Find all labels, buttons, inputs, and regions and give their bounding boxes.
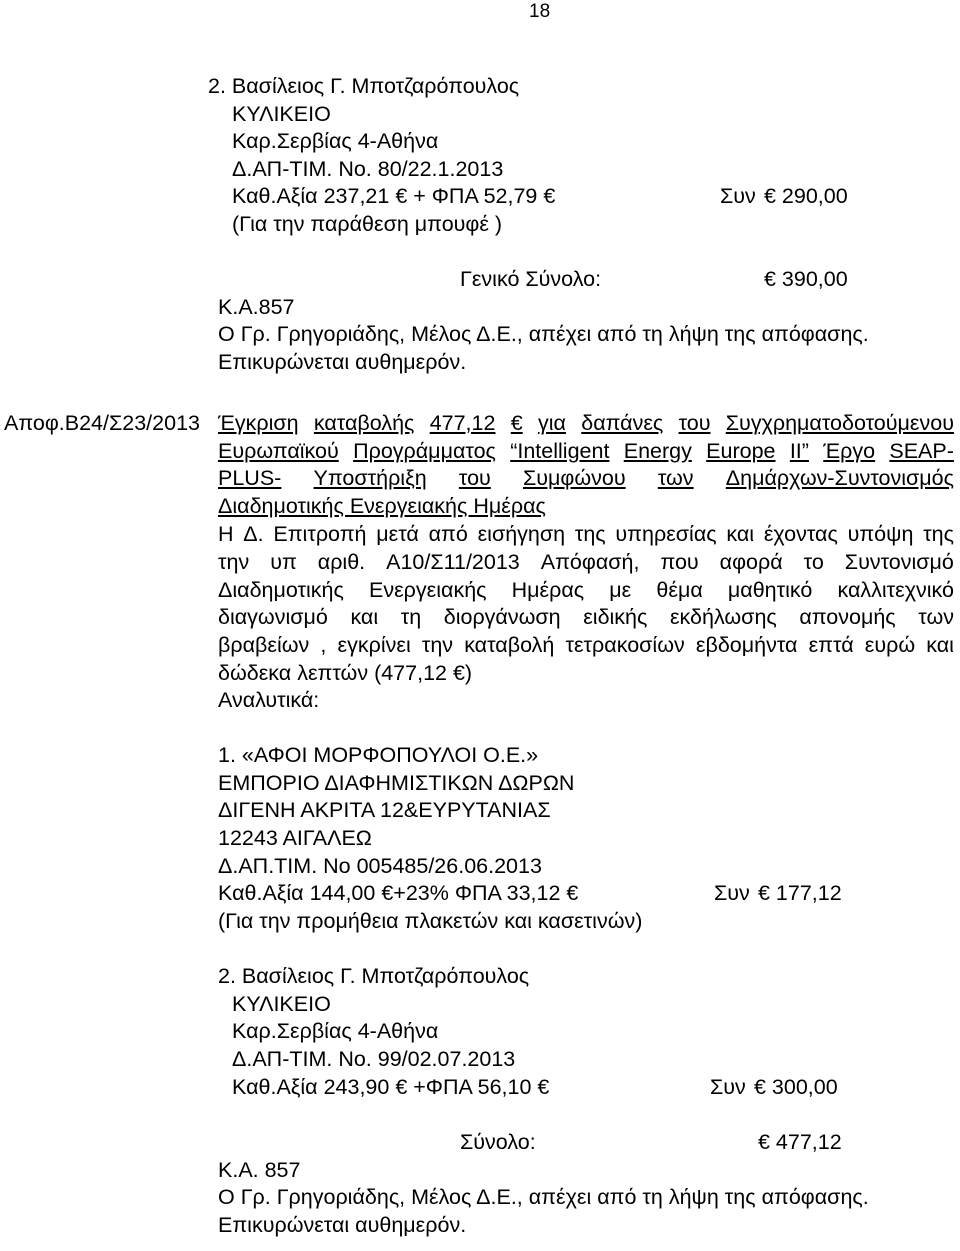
page-number: 18 (529, 1, 551, 22)
word: Συμφώνου (522, 466, 626, 490)
total-value: € 477,12 (758, 1130, 842, 1154)
total-label: Σύνολο: (460, 1130, 536, 1154)
word: Α10/Σ11/2013 (386, 550, 520, 574)
item2-title: 2. Βασίλειος Γ. Μποτζαρόπουλος (218, 964, 530, 988)
item1-purpose: (Για την προμήθεια πλακετών και κασετινών) (218, 909, 643, 933)
decision-body-line-1 (218, 524, 954, 546)
word: SEAP- (889, 439, 954, 463)
item2-sum-label: Συν (710, 1075, 746, 1099)
word: εγκρίνει (337, 633, 411, 657)
sum-label: Συν (720, 184, 756, 208)
word: Ημέρας (511, 578, 585, 602)
item1-invoice: Δ.ΑΠ.ΤΙΜ. Νο 005485/26.06.2013 (218, 854, 542, 878)
word: αριθ. (317, 550, 366, 574)
word: Συντονισμό (844, 550, 954, 574)
word: και (350, 605, 379, 629)
word: Ενεργειακής (369, 578, 487, 602)
word: εισήγηση (477, 522, 566, 546)
decision-body-line-4 (218, 607, 954, 629)
word: Επιτροπή (273, 522, 367, 546)
word: ειδικής (583, 605, 648, 629)
decision-title-line-4: Διαδημοτικής Ενεργειακής Ημέρας (218, 494, 546, 518)
item-title: 2. Βασίλειος Γ. Μποτζαρόπουλος (208, 74, 520, 98)
decision-body-line-3 (218, 580, 954, 602)
decision-body-line-2 (218, 552, 954, 574)
word: PLUS- (218, 466, 282, 490)
word: Δημάρχων-Συντονισμός (725, 466, 954, 490)
word: που (660, 550, 699, 574)
ratified-note: Επικυρώνεται αυθημερόν. (218, 350, 467, 374)
word: υπόψη (847, 522, 914, 546)
word: “Intelligent (510, 439, 610, 463)
grand-total-label: Γενικό Σύνολο: (460, 267, 602, 291)
word: διαγωνισμό (218, 605, 328, 629)
decision-ref: Αποφ.Β24/Σ23/2013 (4, 411, 200, 435)
word: μετά (376, 522, 419, 546)
word: των (657, 466, 694, 490)
word: της (574, 522, 606, 546)
word: Ευρωπαϊκού (218, 439, 339, 463)
word: εκδήλωσης (669, 605, 777, 629)
word: της (923, 522, 954, 546)
word: του (678, 411, 711, 435)
word: των (918, 605, 954, 629)
budget-code-bottom: Κ.Α. 857 (218, 1158, 301, 1182)
word: έχοντας (763, 522, 838, 546)
word: απονομής (799, 605, 896, 629)
decision-title-line-3 (218, 468, 954, 490)
item1-sum-label: Συν (714, 881, 750, 905)
sum-value: € 290,00 (764, 184, 848, 208)
word: € (510, 411, 523, 435)
item1-business: ΕΜΠΟΡΙΟ ΔΙΑΦΗΜΙΣΤΙΚΩΝ ΔΩΡΩΝ (218, 771, 575, 795)
item2-invoice: Δ.ΑΠ-ΤΙΜ. Νο. 99/02.07.2013 (232, 1047, 516, 1071)
word: με (609, 578, 632, 602)
item1-city: 12243 ΑΙΓΑΛΕΩ (218, 826, 372, 850)
item2-value-line: Καθ.Αξία 243,90 € +ΦΠΑ 56,10 € (232, 1075, 550, 1099)
decision-title-line-2 (218, 441, 954, 463)
word: Διαδημοτικής (218, 578, 344, 602)
vendor-address: Καρ.Σερβίας 4-Αθήνα (232, 129, 439, 153)
word: Europe (706, 439, 776, 463)
word: θέμα (656, 578, 703, 602)
word: τετρακοσίων (565, 633, 685, 657)
word: Προγράμματος (353, 439, 496, 463)
recusal-note-bottom: Ο Γρ. Γρηγοριάδης, Μέλος Δ.Ε., απέχει από τη λήψη της απόφασης. (218, 1185, 869, 1209)
item1-title: 1. «ΑΦΟΙ ΜΟΡΦΟΠΟΥΛΟΙ Ο.Ε.» (218, 743, 539, 767)
decision-body-line-6: δώδεκα λεπτών (477,12 €) (218, 661, 473, 685)
word: την (421, 633, 454, 657)
word: του (458, 466, 491, 490)
word: για (537, 411, 566, 435)
word: Υποστήριξη (313, 466, 427, 490)
word: Συγχρηματοδοτούμενου (725, 411, 954, 435)
item2-address: Καρ.Σερβίας 4-Αθήνα (232, 1019, 439, 1043)
grand-total-value: € 390,00 (764, 267, 848, 291)
purpose: (Για την παράθεση μπουφέ ) (232, 212, 503, 236)
word: εβδομήντα (695, 633, 798, 657)
ratified-note-bottom: Επικυρώνεται αυθημερόν. (218, 1213, 467, 1237)
word: το (803, 550, 824, 574)
word: Έγκριση (218, 411, 299, 435)
word: μαθητικό (727, 578, 813, 602)
word: Η (218, 522, 234, 546)
word: την (218, 550, 250, 574)
item1-value-line: Καθ.Αξία 144,00 €+23% ΦΠΑ 33,12 € (218, 881, 579, 905)
word: καταβολή (464, 633, 555, 657)
item2-vendor: ΚΥΛΙΚΕΙΟ (232, 992, 331, 1016)
invoice-number: Δ.ΑΠ-ΤΙΜ. Νο. 80/22.1.2013 (232, 157, 504, 181)
word: καλλιτεχνικό (837, 578, 954, 602)
word: υπ (270, 550, 297, 574)
word: επτά (808, 633, 854, 657)
word: και (726, 522, 755, 546)
word: Απόφασή, (540, 550, 640, 574)
word: αφορά (719, 550, 783, 574)
word: καταβολής (313, 411, 415, 435)
word: 477,12 (429, 411, 496, 435)
word: δαπάνες (581, 411, 664, 435)
word: II” (789, 439, 809, 463)
word: διοργάνωση (443, 605, 561, 629)
word: Δ. (243, 522, 264, 546)
word: Energy (623, 439, 692, 463)
decision-body-line-5 (218, 635, 954, 657)
recusal-note: Ο Γρ. Γρηγοριάδης, Μέλος Δ.Ε., απέχει από τη λήψη της απόφασης. (218, 322, 869, 346)
word: Έργο (823, 439, 876, 463)
word: βραβείων (218, 633, 310, 657)
budget-code: Κ.Α.857 (218, 295, 295, 319)
item1-sum-value: € 177,12 (758, 881, 842, 905)
word: υπηρεσίας (615, 522, 717, 546)
word: τη (400, 605, 422, 629)
item2-sum-value: € 300,00 (754, 1075, 838, 1099)
decision-title-line-1 (218, 413, 954, 435)
details-label: Αναλυτικά: (218, 688, 320, 712)
value-line: Καθ.Αξία 237,21 € + ΦΠΑ 52,79 € (232, 184, 556, 208)
word: , (320, 633, 327, 657)
vendor-name: ΚΥΛΙΚΕΙΟ (232, 102, 331, 126)
word: από (428, 522, 468, 546)
word: και (926, 633, 954, 657)
item1-street: ΔΙΓΕΝΗ ΑΚΡΙΤΑ 12&ΕΥΡΥΤΑΝΙΑΣ (218, 798, 551, 822)
word: ευρώ (864, 633, 916, 657)
